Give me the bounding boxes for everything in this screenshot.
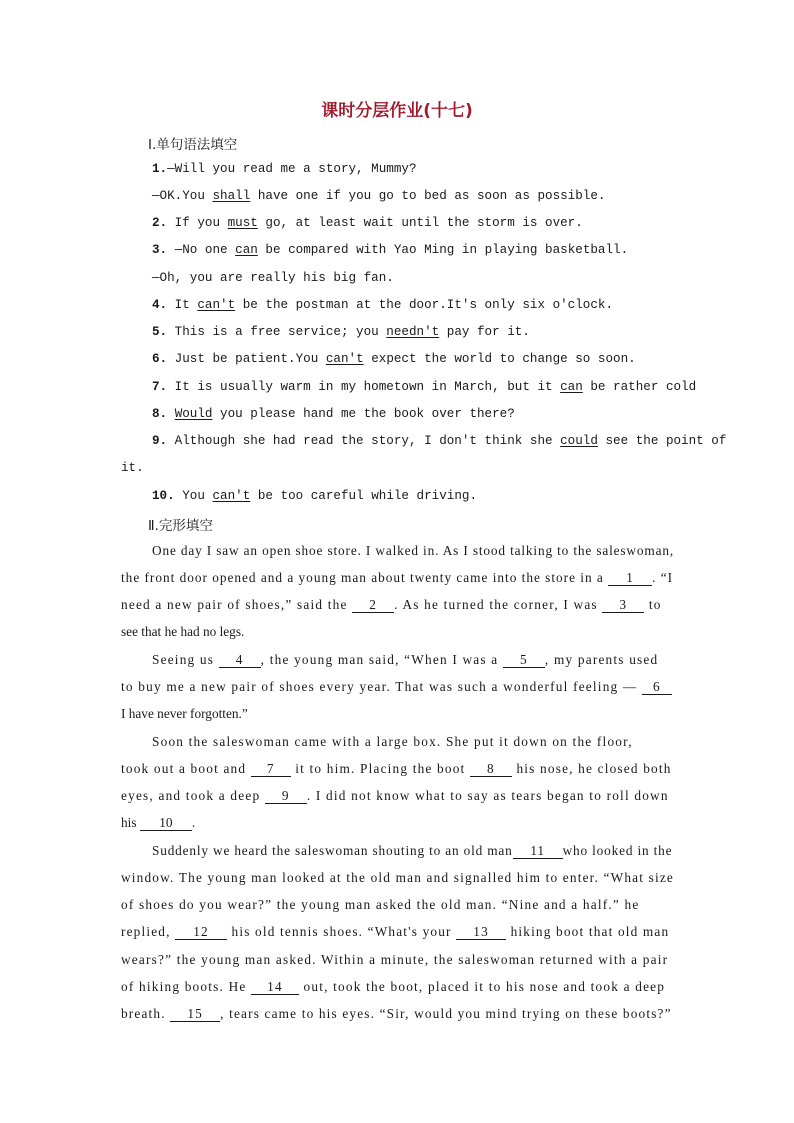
passage-line bbox=[121, 570, 673, 586]
item-text: —No one bbox=[167, 243, 236, 257]
passage-text: Soon the saleswoman came with a large box. She put it down on the floor, bbox=[152, 734, 633, 749]
item-text: —Oh, you are really his big fan. bbox=[152, 271, 394, 285]
item-text: be too careful while driving. bbox=[250, 489, 478, 503]
passage-line bbox=[121, 952, 668, 968]
passage-line bbox=[121, 870, 674, 886]
passage-text: One day I saw an open shoe store. I walked in. As I stood talking to the saleswoman, bbox=[152, 543, 675, 558]
passage-text: Suddenly we heard the saleswoman shouting to an old man bbox=[152, 843, 513, 858]
passage-line bbox=[121, 897, 640, 913]
item-number: 10. bbox=[152, 489, 175, 503]
cloze-blank-2[interactable]: 2 bbox=[352, 598, 394, 613]
grammar-item bbox=[152, 380, 696, 394]
item-number: 3. bbox=[152, 243, 168, 257]
item-text: see the point of bbox=[597, 434, 727, 448]
passage-text: hiking boot that old man bbox=[506, 924, 670, 939]
passage-text: his nose, he closed both bbox=[511, 761, 672, 776]
passage-text: Seeing us bbox=[152, 652, 219, 667]
passage-line bbox=[121, 815, 195, 831]
item-number: 8. bbox=[152, 407, 168, 421]
section1-heading: Ⅰ.单句语法填空 bbox=[148, 137, 238, 153]
item-text: Although she had read the story, I don't think she bbox=[167, 434, 561, 448]
passage-text: took out a boot and bbox=[121, 761, 251, 776]
item-text: This is a free service; you bbox=[167, 325, 387, 339]
passage-text: , the young man said, “When I was a bbox=[260, 652, 503, 667]
item-text: —Will you read me a story, Mummy? bbox=[167, 162, 417, 176]
passage-text: wears?” the young man asked. Within a minute, the saleswoman returned with a pair bbox=[121, 952, 669, 967]
cloze-blank-8[interactable]: 8 bbox=[470, 762, 512, 777]
cloze-blank-13[interactable]: 13 bbox=[456, 925, 506, 940]
passage-text: his old tennis shoes. “What's your bbox=[227, 924, 457, 939]
passage-line bbox=[152, 652, 658, 668]
passage-text: I have never forgotten.” bbox=[121, 706, 248, 721]
passage-text: of hiking boots. He bbox=[121, 979, 251, 994]
section2-heading: Ⅱ.完形填空 bbox=[148, 518, 213, 534]
cloze-blank-12[interactable]: 12 bbox=[175, 925, 227, 940]
grammar-item bbox=[152, 243, 628, 257]
page-title: 课时分层作业(十七) bbox=[321, 101, 473, 121]
answer-word: needn't bbox=[386, 325, 440, 339]
answer-word: must bbox=[227, 216, 258, 230]
item-text: It bbox=[167, 298, 198, 312]
passage-text: window. The young man looked at the old man and signalled him to enter. “What size bbox=[121, 870, 675, 885]
item-text: Just be patient.You bbox=[167, 352, 326, 366]
cloze-blank-11[interactable]: 11 bbox=[513, 844, 563, 859]
cloze-blank-3[interactable]: 3 bbox=[602, 598, 644, 613]
item-text: If you bbox=[167, 216, 228, 230]
grammar-item bbox=[152, 216, 583, 230]
grammar-item bbox=[152, 325, 530, 339]
item-text: It is usually warm in my hometown in March, but it bbox=[167, 380, 561, 394]
cloze-blank-6[interactable]: 6 bbox=[642, 680, 672, 695]
passage-line bbox=[121, 597, 662, 613]
passage-text: to bbox=[644, 597, 662, 612]
item-text: pay for it. bbox=[439, 325, 530, 339]
cloze-blank-1[interactable]: 1 bbox=[608, 571, 652, 586]
passage-line bbox=[121, 924, 669, 940]
item-text: You bbox=[174, 489, 213, 503]
item-number: 5. bbox=[152, 325, 168, 339]
passage-line bbox=[121, 624, 244, 640]
passage-text: his bbox=[121, 815, 140, 830]
item-number: 7. bbox=[152, 380, 168, 394]
answer-word: can't bbox=[197, 298, 236, 312]
cloze-blank-4[interactable]: 4 bbox=[219, 653, 261, 668]
item-number: 1. bbox=[152, 162, 168, 176]
item-number: 4. bbox=[152, 298, 168, 312]
item-text: you please hand me the book over there? bbox=[212, 407, 515, 421]
grammar-item bbox=[152, 271, 394, 285]
grammar-item bbox=[152, 162, 417, 176]
item-text: it. bbox=[121, 461, 144, 475]
passage-text: it to him. Placing the boot bbox=[290, 761, 470, 776]
cloze-blank-10[interactable]: 10 bbox=[140, 816, 192, 831]
answer-word: can bbox=[560, 380, 583, 394]
passage-line bbox=[152, 734, 633, 750]
answer-word: can't bbox=[325, 352, 364, 366]
item-text: —OK.You bbox=[152, 189, 213, 203]
grammar-item bbox=[152, 352, 636, 366]
passage-text: to buy me a new pair of shoes every year. That was such a wonderful feeling — bbox=[121, 679, 642, 694]
grammar-item bbox=[152, 434, 727, 448]
cloze-blank-9[interactable]: 9 bbox=[265, 789, 307, 804]
cloze-blank-5[interactable]: 5 bbox=[503, 653, 545, 668]
item-text: go, at least wait until the storm is over. bbox=[257, 216, 583, 230]
passage-text: . I did not know what to say as tears began to roll down bbox=[306, 788, 669, 803]
passage-text: eyes, and took a deep bbox=[121, 788, 265, 803]
answer-word: can't bbox=[212, 489, 251, 503]
item-number: 6. bbox=[152, 352, 168, 366]
grammar-item bbox=[152, 189, 605, 203]
passage-text: replied, bbox=[121, 924, 176, 939]
cloze-blank-7[interactable]: 7 bbox=[251, 762, 291, 777]
answer-word: could bbox=[560, 434, 598, 448]
passage-line bbox=[121, 1006, 672, 1022]
passage-text: of shoes do you wear?” the young man asked the old man. “Nine and a half.” he bbox=[121, 897, 640, 912]
passage-line bbox=[121, 679, 672, 695]
item-text bbox=[167, 407, 175, 421]
item-number: 9. bbox=[152, 434, 168, 448]
passage-text: . “I bbox=[652, 570, 674, 585]
passage-line bbox=[121, 979, 665, 995]
item-text: expect the world to change so soon. bbox=[363, 352, 636, 366]
passage-text: , my parents used bbox=[544, 652, 659, 667]
passage-line bbox=[121, 761, 672, 777]
passage-line bbox=[152, 843, 672, 859]
passage-text: . bbox=[191, 815, 196, 830]
item-text: be the postman at the door.It's only six o'clock. bbox=[235, 298, 614, 312]
grammar-item bbox=[152, 407, 515, 421]
passage-text: need a new pair of shoes,” said the bbox=[121, 597, 353, 612]
item-number: 2. bbox=[152, 216, 168, 230]
grammar-item bbox=[121, 461, 144, 475]
grammar-item bbox=[152, 298, 613, 312]
passage-text: who looked in the bbox=[562, 843, 673, 858]
item-text: be compared with Yao Ming in playing basketball. bbox=[257, 243, 629, 257]
passage-text: the front door opened and a young man about twenty came into the store in a bbox=[121, 570, 609, 585]
answer-word: shall bbox=[212, 189, 251, 203]
item-text: have one if you go to bed as soon as possible. bbox=[250, 189, 606, 203]
passage-line bbox=[121, 788, 669, 804]
passage-text: . As he turned the corner, I was bbox=[394, 597, 603, 612]
passage-line bbox=[152, 543, 674, 559]
grammar-item bbox=[152, 489, 477, 503]
cloze-blank-15[interactable]: 15 bbox=[170, 1007, 220, 1022]
answer-word: can bbox=[235, 243, 258, 257]
passage-text: out, took the boot, placed it to his nose and took a deep bbox=[299, 979, 666, 994]
answer-word: Would bbox=[174, 407, 213, 421]
passage-text: , tears came to his eyes. “Sir, would you mind trying on these boots?” bbox=[220, 1006, 672, 1021]
passage-text: see that he had no legs. bbox=[121, 624, 245, 639]
cloze-blank-14[interactable]: 14 bbox=[251, 980, 299, 995]
item-text: be rather cold bbox=[582, 380, 697, 394]
passage-text: breath. bbox=[121, 1006, 171, 1021]
passage-line bbox=[121, 706, 248, 722]
